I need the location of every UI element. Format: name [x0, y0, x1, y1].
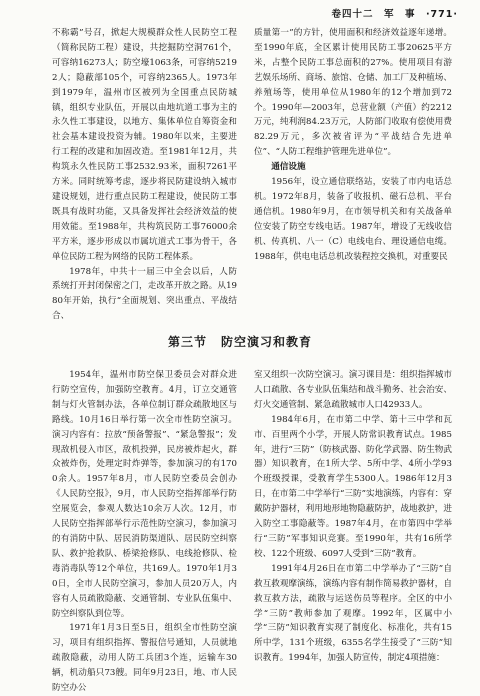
paragraph: 1978年，中共十一届三中全会以后，人防系统打开封闭保密之门，走改革开放之路。从1980年开始，执行“全面规划、突出重点、平战结合、 [52, 266, 237, 322]
bottom-right-column [254, 368, 452, 666]
paragraph: 1956年，设立通信联络站，安装了市内电话总机。1972年8月，装备了收报机、磁石总机、平台通信机。1980年9月，在市领导机关和有关战备单位安装了防空专线电话。1987年，增设了无线收信机、传真机、八一（C）电线电台、理设通信电缆。1988年，供电电话总机改装程控交换机，对重要民 [254, 177, 452, 262]
paragraph: 1991年4月26日在市第二中学举办了“三防”自救互救观摩演练，演练内容有制作简易救护器材，自救互救方法，疏散与运送伤员等程序。全区的中小学“三防”教师参加了观摩。1992年，区属中小学“三防”知识教育实现了制度化、标准化，共有15所中学，131个班级，6355名学生接受了“三防”知识教育。1994年，加强人防宣传，制定4项措施： [254, 563, 452, 664]
section-heading: 防空演习和教育 [221, 335, 313, 349]
paragraph: 不称霸”号召，掀起大规模群众性人民防空工程（简称民防工程）建设，共挖掘防空洞761个，可容纳16273人；防空壕1063条，可容纳52192人；隐蔽部105个，可容纳2365人。1973年到1979年，温州市区被列为全国重点民防城镇，组织专业队伍，开展以由地坑道工事为主的永久性工事建设，以地方、集体单位自筹资金和社会基本建设投资为辅。1980年以来，主要进行工程的改建和加固改造。至1981年12月，共构筑永久性民防工事2532.93米，面积7261平方米。同时统筹考虑，逐步将民防建设纳入城市建设规划，进行重点民防工程建设，使民防工事既具有战时功能，又具备发挥社会经济效益的使用效能。至1988年，共构筑民防工事76000余平方米，逐步形成以市属坑道式工事为骨干，各单位民防工程为网络的民防工程体系。 [52, 28, 237, 262]
paragraph: 质量第一”的方针，使用面积和经济效益逐年递增。至1990年底，全区累计使用民防工事20625平方米，占整个民防工事总面积的27%。使用项目有游艺娱乐场所、商场、旅馆、仓储、加工厂及种植场、养殖场等，使用单位从1980年的12个增加到72个。1990年—2003年，总营业额（产值）约2212万元，纯利润84.23万元，人防部门收取有偿使用费82.29万元，多次被省评为“平战结合先进单位”、“人防工程维护管理先进单位”。 [254, 28, 452, 158]
section-number: 第三节 [167, 335, 207, 349]
subsection-heading: 通信设施 [271, 162, 306, 173]
paragraph: 1984年6月，在市第二中学、第十三中学和瓦市、百里两个小学，开展人防常识教育试点。1985年，进行“三防”（防核武器、防化学武器、防生物武器）知识教育，在1所大学、5所中学、4所小学93个班级授课，受教育学生5300人。1986年12月3日，在市第二中学举行“三防”实地演练，内容有：穿戴防护器材，利用地形地物隐蔽防护，战地救护，进入防空工事隐蔽等。1987年4月，在市第四中学举行“三防”军事知识竞赛。至1990年，共有16所学校、122个班级、6097人受到“三防”教育。 [254, 414, 452, 559]
top-right-column [254, 26, 452, 265]
running-head: 卷四十二 军 事 ·771· [331, 9, 458, 20]
top-left-column [52, 26, 237, 324]
paragraph: 室又组织一次防空演习。演习课目是：组织指挥城市人口疏散、各专业队伍集结和战斗勤务、社会治安、灯火交通管制、紧急疏散城市人口42933人。 [254, 370, 452, 410]
paragraph: 1954年，温州市防空保卫委员会对群众进行防空宣传，加强防空教育。4月，订立交通管制与灯火管制办法，各单位制订群众疏散地区与路线。10月16日举行第一次全市性防空演习。演习内容有：拉放“预备警报”、“紧急警报”；发现敌机侵入市区，敌机投弹，民房被炸起火，群众被炸伤，处理定时炸弹等，参加演习的有1700余人。1957年8月，市人民防空委员会创办《人民防空报》，9月，市人民防空指挥部举行防空展览会，参观人数达10余万人次。12月，市人民防空指挥部举行示范性防空演习，参加演习的有消防中队、居民消防渠道队、居民防空纠察队、救护抢救队、桥梁抢修队、电线抢修队、检毒消毒队等12个单位，共169人。1970年1月30日，全市人民防空演习，参加人员20万人，内容有人员疏散隐蔽、交通管制、专业队伍集中、防空纠察队到位等。 [52, 370, 237, 619]
section-title [0, 333, 480, 350]
bottom-left-column [52, 368, 237, 696]
page-header [0, 4, 480, 22]
paragraph: 1971年1月3日至5日，组织全市性防空演习，项目有组织指挥、警报信号通知，人员就地疏散隐蔽，动用人防工兵团3个连，运输车30辆，机动船只73艘。同年9月23日，地、市人民防空办公 [52, 623, 237, 694]
